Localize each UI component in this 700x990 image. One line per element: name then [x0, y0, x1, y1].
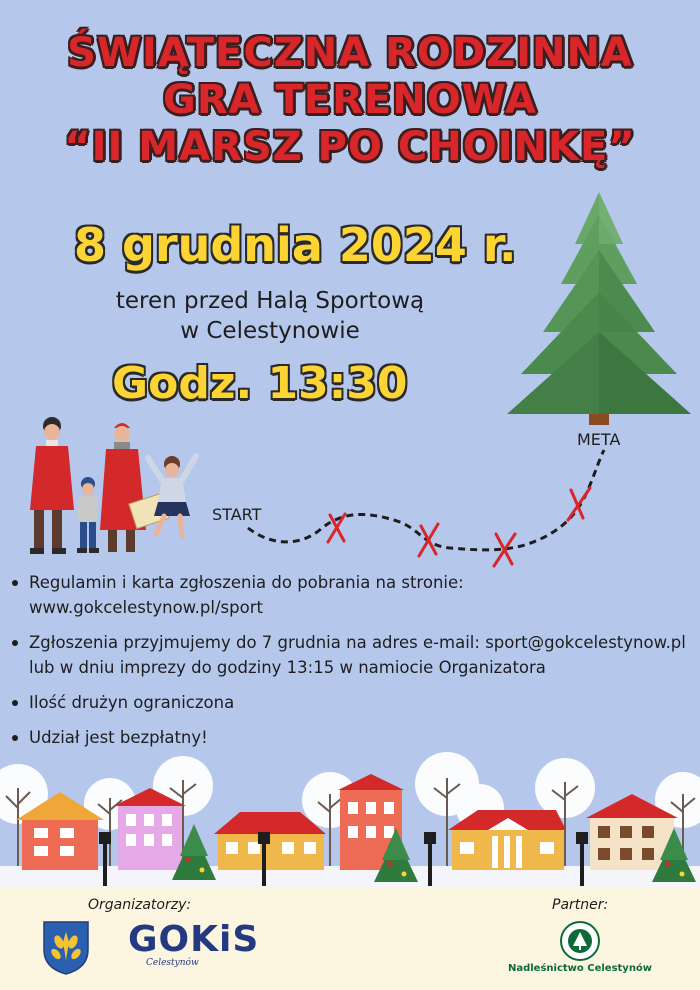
gokis-logo-sub: Celestynów — [146, 958, 199, 968]
info-item — [12, 630, 692, 680]
event-time: Godz. 13:30 — [112, 358, 408, 409]
info-line: Ilość drużyn ograniczona — [29, 693, 235, 712]
info-item — [12, 725, 692, 750]
info-line: Zgłoszenia przyjmujemy do 7 grudnia na adres e-mail: sport@gokcelestynow.pl — [29, 633, 686, 652]
bullet-icon — [12, 735, 18, 741]
info-line: Regulamin i karta zgłoszenia do pobrania na stronie: — [29, 573, 464, 592]
organizers-label: Organizatorzy: — [88, 897, 192, 913]
title-line-2: GRA TERENOWA — [162, 77, 537, 123]
info-line: Udział jest bezpłatny! — [29, 728, 208, 747]
checkpoint-x-4 — [568, 488, 590, 520]
info-item — [12, 570, 692, 620]
place-line-2: w Celestynowie — [180, 318, 360, 344]
route-finish-label: META — [577, 430, 621, 449]
village-illustration — [0, 748, 700, 888]
title-line-1: ŚWIĄTECZNA RODZINNA — [67, 30, 633, 76]
partner-name: Nadleśnictwo Celestynów — [507, 963, 653, 974]
gokis-logo-word: GOKiS — [128, 919, 260, 960]
event-date: 8 grudnia 2024 r. — [74, 218, 517, 272]
route-start-label: START — [212, 505, 262, 524]
bullet-icon — [12, 640, 18, 646]
gokis-logo — [128, 919, 260, 968]
info-item — [12, 690, 692, 715]
partner-label: Partner: — [552, 897, 609, 913]
info-link[interactable]: www.gokcelestynow.pl/sport — [29, 598, 263, 617]
info-list — [12, 570, 692, 760]
info-line: lub w dniu imprezy do godziny 13:15 w namiocie Organizatora — [29, 658, 546, 677]
bullet-icon — [12, 580, 18, 586]
checkpoint-x-2 — [419, 524, 438, 556]
celestynow-crest-icon — [42, 920, 90, 976]
bullet-icon — [12, 700, 18, 706]
forest-service-logo-icon — [559, 920, 601, 962]
place-line-1: teren przed Halą Sportową — [115, 288, 425, 314]
title-line-3: “II MARSZ PO CHOINKĘ” — [64, 124, 636, 170]
